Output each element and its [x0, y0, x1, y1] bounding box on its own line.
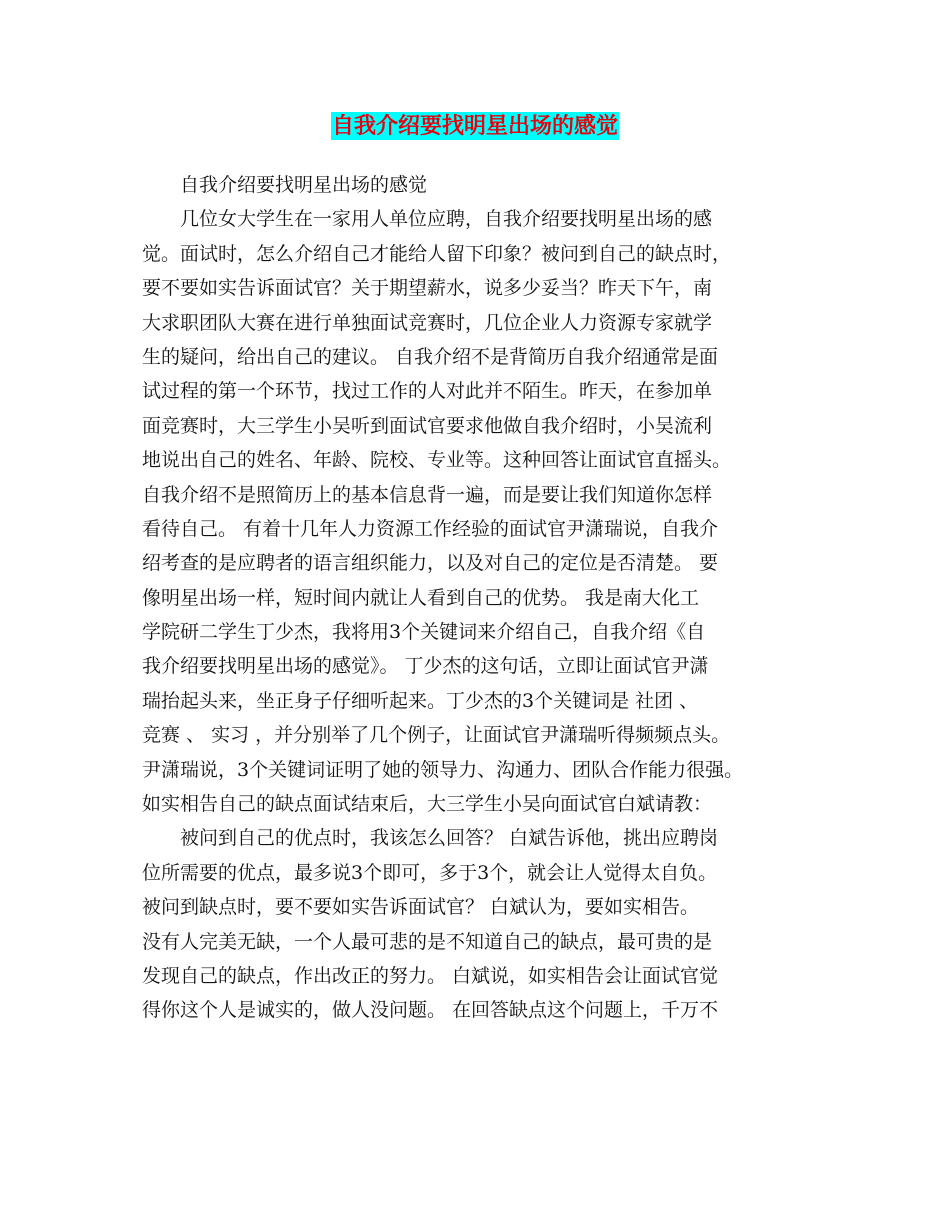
body-line: 自我介绍不是照简历上的基本信息背一遍，而是要让我们知道你怎样	[142, 483, 713, 506]
body-line: 我介绍要找明星出场的感觉》。 丁少杰的这句话，立即让面试官尹潇	[142, 655, 709, 678]
body-line: 如实相告自己的缺点面试结束后，大三学生小吴向面试官白斌请教：	[142, 793, 713, 816]
title-container	[0, 112, 950, 140]
body-line: 绍考查的是应聘者的语言组织能力，以及对自己的定位是否清楚。 要	[142, 552, 719, 575]
body-line: 被问到缺点时，要不要如实告诉面试官？ 白斌认为，要如实相告。	[142, 896, 700, 919]
body-line: 瑞抬起头来，坐正身子仔细听起来。丁少杰的3个关键词是 社团 、	[142, 689, 699, 712]
body-line: 像明星出场一样，短时间内就让人看到自己的优势。 我是南大化工	[142, 586, 700, 609]
document-title: 自我介绍要找明星出场的感觉	[331, 113, 618, 139]
body-line: 觉。面试时，怎么介绍自己才能给人留下印象？被问到自己的缺点时，	[142, 242, 732, 265]
body-line: 地说出自己的姓名、年龄、院校、专业等。这种回答让面试官直摇头。	[142, 449, 732, 472]
body-line: 大求职团队大赛在进行单独面试竞赛时，几位企业人力资源专家就学	[142, 311, 713, 334]
body-line: 几位女大学生在一家用人单位应聘，自我介绍要找明星出场的感	[142, 208, 713, 231]
body-line: 面竞赛时，大三学生小吴听到面试官要求他做自我介绍时，小吴流利	[142, 414, 713, 437]
body-line: 竞赛 、 实习 ，并分别举了几个例子，让面试官尹潇瑞听得频频点头。	[142, 724, 731, 747]
body-line: 自我介绍要找明星出场的感觉	[142, 174, 428, 196]
body-line: 要不要如实告诉面试官？关于期望薪水，说多少妥当？昨天下午，南	[142, 277, 713, 300]
body-line: 尹潇瑞说，3个关键词证明了她的领导力、沟通力、团队合作能力很强。	[142, 758, 744, 781]
body-line: 生的疑问，给出自己的建议。 自我介绍不是背简历自我介绍通常是面	[142, 345, 719, 368]
body-line: 试过程的第一个环节，找过工作的人对此并不陌生。昨天，在参加单	[142, 380, 713, 403]
document-body	[142, 168, 822, 1028]
body-line: 被问到自己的优点时，我该怎么回答？ 白斌告诉他，挑出应聘岗	[142, 827, 719, 850]
body-line: 没有人完美无缺，一个人最可悲的是不知道自己的缺点，最可贵的是	[142, 930, 713, 953]
body-line: 得你这个人是诚实的，做人没问题。 在回答缺点这个问题上，千万不	[142, 999, 719, 1022]
body-line: 发现自己的缺点，作出改正的努力。 白斌说，如实相告会让面试官觉	[142, 964, 719, 987]
body-line: 看待自己。 有着十几年人力资源工作经验的面试官尹潇瑞说，自我介	[142, 517, 719, 540]
body-line: 位所需要的优点，最多说3个即可，多于3个，就会让人觉得太自负。	[142, 861, 718, 884]
body-line: 学院研二学生丁少杰，我将用3个关键词来介绍自己，自我介绍《自	[142, 621, 706, 644]
